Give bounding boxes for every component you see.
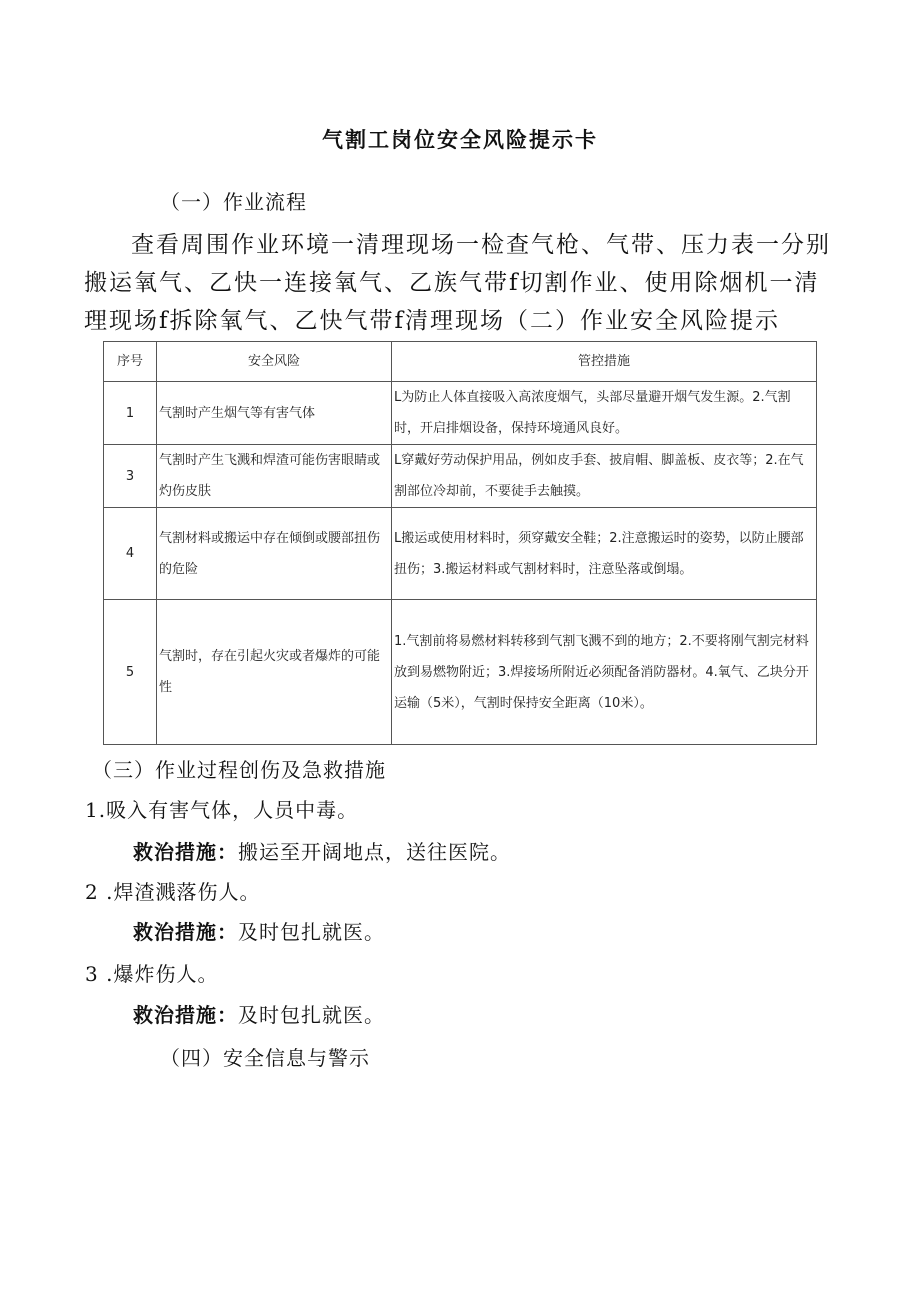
- flow-line-3: 理现场f拆除氧气、乙快气带f清理现场（二）作业安全风险提示: [84, 308, 781, 334]
- table-row: [104, 382, 817, 445]
- remedy-text: 及时包扎就医。: [238, 1003, 385, 1027]
- row-measure: L搬运或使用材料时，须穿戴安全鞋；2.注意搬运时的姿势，以防止腰部扭伤；3.搬运材料或气割材料时，注意坠落或倒塌。: [392, 508, 817, 600]
- injury-item-3: 3 .爆炸伤人。: [85, 962, 219, 986]
- remedy-label: 救治措施：: [133, 920, 238, 944]
- flow-line-1: 查看周围作业环境一清理现场一检查气枪、气带、压力表一分别: [131, 232, 831, 258]
- row-risk: 气割时，存在引起火灾或者爆炸的可能性: [157, 600, 392, 745]
- remedy-1: [133, 836, 511, 865]
- row-measure: L穿戴好劳动保护用品，例如皮手套、披肩帽、脚盖板、皮衣等；2.在气割部位冷却前，不要徒手去触摸。: [392, 445, 817, 508]
- row-risk: 气割时产生飞溅和焊渣可能伤害眼睛或灼伤皮肤: [157, 445, 392, 508]
- header-risk: 安全风险: [157, 342, 392, 382]
- row-no: 1: [104, 382, 157, 445]
- remedy-text: 搬运至开阔地点，送往医院。: [238, 840, 511, 864]
- row-no: 5: [104, 600, 157, 745]
- header-measure: 管控措施: [392, 342, 817, 382]
- injury-item-2: 2 .焊渣溅落伤人。: [85, 880, 261, 904]
- remedy-label: 救治措施：: [133, 840, 238, 864]
- row-measure: 1.气割前将易燃材料转移到气割飞溅不到的地方；2.不要将刚气割完材料放到易燃物附近；3.焊接场所附近必须配备消防器材。4.氧气、乙块分开运输（5米），气割时保持安全距离（10米）。: [392, 600, 817, 745]
- table-row: [104, 508, 817, 600]
- row-risk: 气割时产生烟气等有害气体: [157, 382, 392, 445]
- row-no: 3: [104, 445, 157, 508]
- injury-item-1: 1.吸入有害气体，人员中毒。: [85, 798, 359, 822]
- table-row: [104, 445, 817, 508]
- risk-table: [103, 341, 817, 745]
- remedy-label: 救治措施：: [133, 1003, 238, 1027]
- row-measure: L为防止人体直接吸入高浓度烟气，头部尽量避开烟气发生源。2.气割时，开启排烟设备，保持环境通风良好。: [392, 382, 817, 445]
- remedy-3: [133, 999, 385, 1028]
- flow-line-2: 搬运氧气、乙快一连接氧气、乙族气带f切割作业、使用除烟机一清: [84, 270, 820, 296]
- header-no: 序号: [104, 342, 157, 382]
- row-risk: 气割材料或搬运中存在倾倒或腰部扭伤的危险: [157, 508, 392, 600]
- section3-heading: （三）作业过程创伤及急救措施: [92, 758, 386, 782]
- section4-heading: （四）安全信息与警示: [160, 1046, 370, 1070]
- page-title: 气割工岗位安全风险提示卡: [322, 127, 598, 152]
- table-header-row: [104, 342, 817, 382]
- remedy-text: 及时包扎就医。: [238, 920, 385, 944]
- section1-heading: （一）作业流程: [160, 190, 307, 214]
- row-no: 4: [104, 508, 157, 600]
- table-row: [104, 600, 817, 745]
- remedy-2: [133, 916, 385, 945]
